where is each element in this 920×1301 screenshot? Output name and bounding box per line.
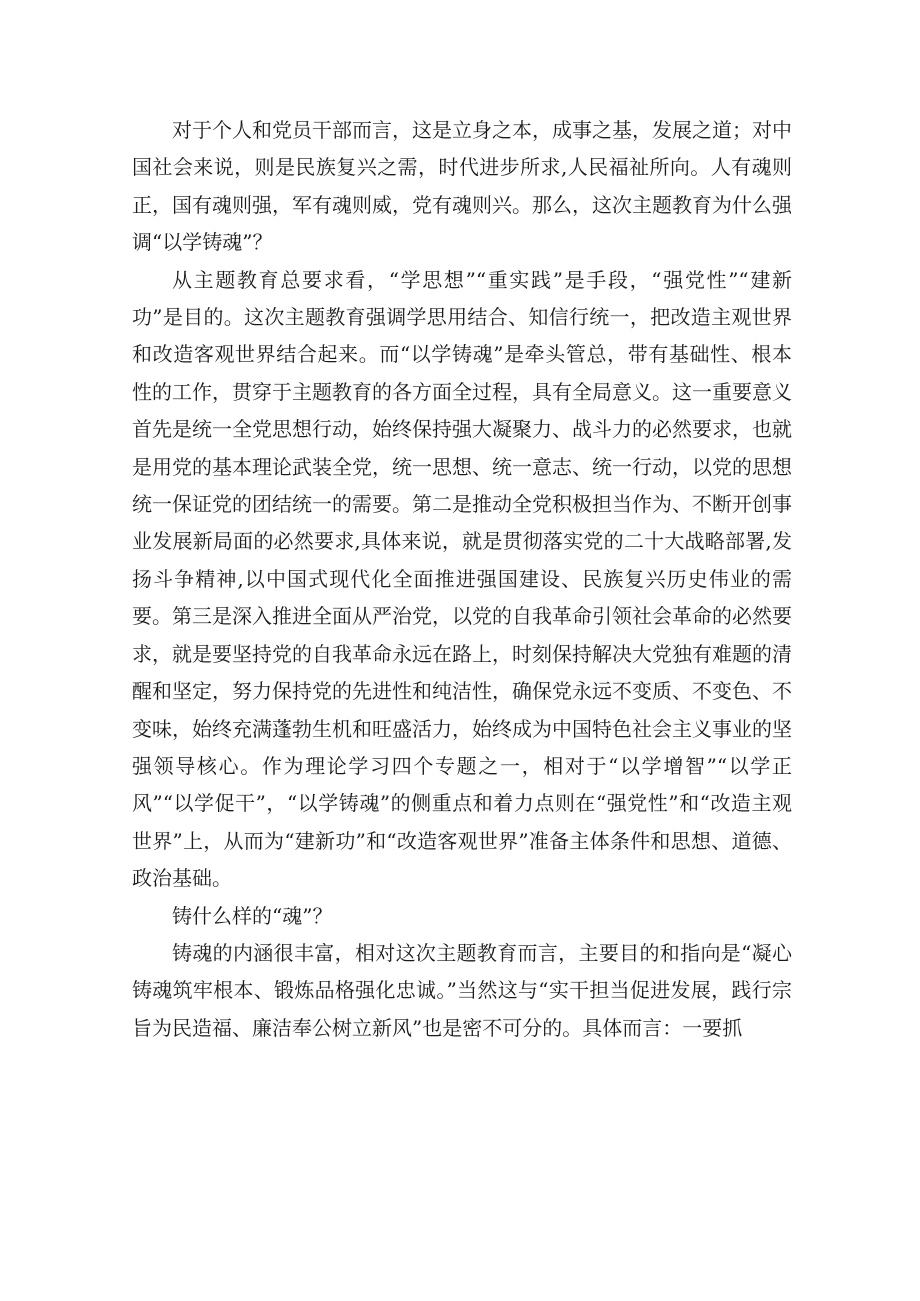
document-body (132, 112, 792, 1047)
paragraph-1: 对于个人和党员干部而言，这是立身之本，成事之基，发展之道；对中国社会来说，则是民族复兴之需，时代进步所求,人民福祉所向。人有魂则正，国有魂则强，军有魂则威，党有魂则兴。那么，这次主题教育为什么强调“以学铸魂”？ (132, 118, 792, 255)
paragraph-2: 从主题教育总要求看，“学思想”“重实践”是手段，“强党性”“建新功”是目的。这次主题教育强调学思用结合、知信行统一，把改造主观世界和改造客观世界结合起来。而“以学铸魂”是牵头管总，带有基础性、根本性的工作，贯穿于主题教育的各方面全过程，具有全局意义。这一重要意义首先是统一全党思想行动，始终保持强大凝聚力、战斗力的必然要求，也就是用党的基本理论武装全党，统一思想、统一意志、统一行动，以党的思想统一保证党的团结统一的需要。第二是推动全党积极担当作为、不断开创事业发展新局面的必然要求,具体来说，就是贯彻落实党的二十大战略部署,发扬斗争精神,以中国式现代化全面推进强国建设、民族复兴历史伟业的需要。第三是深入推进全面从严治党，以党的自我革命引领社会革命的必然要求，就是要坚持党的自我革命永远在路上，时刻保持解决大党独有难题的清醒和坚定，努力保持党的先进性和纯洁性，确保党永远不变质、不变色、不变味，始终充满蓬勃生机和旺盛活力，始终成为中国特色社会主义事业的坚强领导核心。作为理论学习四个专题之一，相对于“以学增智”“以学正风”“以学促干”，“以学铸魂”的侧重点和着力点则在“强党性”和“改造主观世界”上，从而为“建新功”和“改造客观世界”准备主体条件和思想、道德、政治基础。 (132, 267, 792, 891)
section-heading: 铸什么样的“魂”？ (172, 903, 333, 928)
paragraph-3: 铸魂的内涵很丰富，相对这次主题教育而言，主要目的和指向是“凝心铸魂筑牢根本、锻炼品格强化忠诚。”当然这与“实干担当促进发展，践行宗旨为民造福、廉洁奉公树立新风”也是密不可分的。具体而言：一要抓 (132, 940, 792, 1040)
